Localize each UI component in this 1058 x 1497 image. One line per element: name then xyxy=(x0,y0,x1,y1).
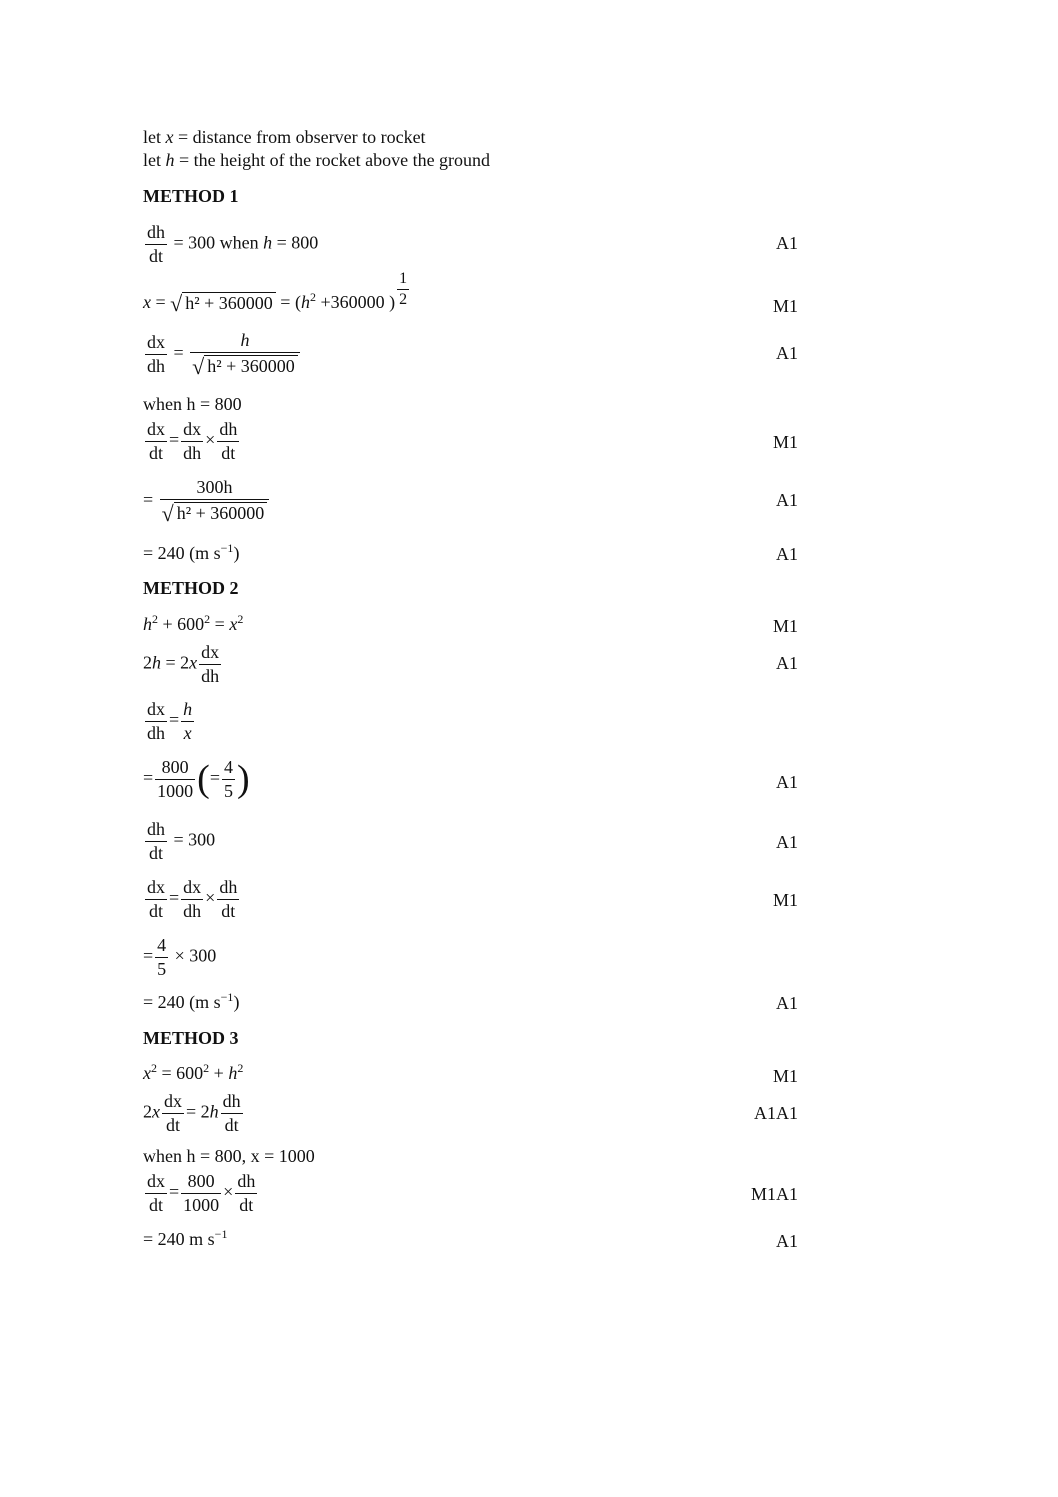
intro-text: = distance from observer to rocket xyxy=(173,127,426,147)
m2-step-2 xyxy=(143,641,223,687)
numerator: 1 xyxy=(397,269,409,290)
result-text: = 240 (m s xyxy=(143,992,221,1012)
denominator xyxy=(190,353,300,380)
denominator: dt xyxy=(148,1194,163,1215)
m2-step-1: $h^2 + 600^2 = x^2$ xyxy=(143,612,244,634)
m3-step-2 xyxy=(143,1090,245,1136)
fraction xyxy=(145,221,167,267)
m3-result: = 240 m $s^{-1}$ xyxy=(143,1227,228,1249)
fraction xyxy=(181,1170,221,1216)
intro-text: let xyxy=(143,150,166,170)
fraction xyxy=(217,418,239,464)
m2-result: = 240 (m $s^{-1}$) xyxy=(143,990,240,1012)
denominator: dt xyxy=(148,442,163,463)
mark: A1 xyxy=(776,772,798,792)
fraction xyxy=(162,1090,184,1136)
var-h: h xyxy=(165,150,175,170)
numerator: dh xyxy=(145,221,167,245)
result-text: = 240 (m s xyxy=(143,543,221,563)
denominator: 5 xyxy=(223,780,233,801)
numerator: dh xyxy=(217,418,239,442)
numerator: dx xyxy=(145,1170,167,1194)
mark: A1 xyxy=(776,490,798,510)
method1-heading: METHOD 1 xyxy=(143,186,239,206)
fraction xyxy=(145,1170,167,1216)
mark: M1 xyxy=(772,1066,798,1086)
fraction xyxy=(217,876,239,922)
mark: A1 xyxy=(776,993,798,1013)
mark: M1 xyxy=(772,890,798,910)
fraction xyxy=(181,698,194,744)
fraction xyxy=(145,876,167,922)
equation-text: 2x xyxy=(143,1101,160,1122)
equation-text: = xyxy=(143,489,154,510)
mark: A1 xyxy=(776,544,798,564)
denominator: 1000 xyxy=(157,780,194,801)
m2-step-5 xyxy=(143,818,215,864)
m1-result: = 240 (m $s^{-1}$) xyxy=(143,541,240,563)
fraction xyxy=(190,329,300,380)
exponent-fraction xyxy=(397,269,409,311)
numerator: dx xyxy=(181,418,203,442)
denominator: dh xyxy=(201,665,220,686)
mark: A1 xyxy=(776,343,798,363)
denominator: 1000 xyxy=(183,1194,220,1215)
denominator: dh xyxy=(147,356,165,376)
m1-step-2 xyxy=(143,270,411,325)
radicand: h² + 360000 xyxy=(174,502,268,523)
method3-heading: METHOD 3 xyxy=(143,1028,239,1048)
denominator: dt xyxy=(221,900,236,921)
numerator: dx xyxy=(145,418,167,442)
equation-text: 2h = 2x xyxy=(143,652,198,673)
numerator: dx xyxy=(145,876,167,900)
numerator: dx xyxy=(145,331,167,355)
mark: M1 xyxy=(772,616,798,636)
denominator: 2 xyxy=(399,291,408,309)
numerator: dh xyxy=(235,1170,257,1194)
fraction xyxy=(155,756,195,802)
mark: M1 xyxy=(772,432,798,452)
intro-line-2 xyxy=(143,151,490,169)
numerator: 800 xyxy=(181,1170,221,1194)
numerator: 4 xyxy=(155,934,168,958)
m1-step-4: $\frac{dx}{dt}$ = $\frac{dx}{dh}$ × $\frac{dh}{dt}$ xyxy=(147,419,238,463)
numerator: dx xyxy=(181,876,203,900)
numerator: h xyxy=(190,329,300,353)
m2-step-6: $\frac{dx}{dt}$ = $\frac{dx}{dh}$ × $\frac{dh}{dt}$ xyxy=(147,877,238,921)
mark: A1 xyxy=(776,1231,798,1251)
denominator: dt xyxy=(148,245,163,266)
intro-line-1 xyxy=(143,128,426,146)
mark: A1 xyxy=(776,233,798,253)
denominator: dh xyxy=(147,722,165,743)
numerator: dx xyxy=(162,1090,184,1114)
denominator xyxy=(160,500,270,527)
denominator: dt xyxy=(239,1194,254,1215)
intro-text: let xyxy=(143,127,166,147)
equation-text: = 300 xyxy=(169,829,216,850)
denominator: 5 xyxy=(157,958,167,979)
fraction xyxy=(145,698,167,744)
result-text: = 240 m s xyxy=(143,1229,215,1249)
equation-text: x = xyxy=(143,292,171,313)
fraction xyxy=(222,756,235,802)
equation-text: × 300 xyxy=(170,945,217,966)
denominator: dt xyxy=(148,900,163,921)
m2-step-4: = $\frac{800}{1000}$ (= $\frac{4}{5}$ ) xyxy=(143,757,250,801)
numerator: 800 xyxy=(155,756,195,780)
equation-text: = 300 when h = 800 xyxy=(173,232,319,253)
fraction xyxy=(145,818,167,864)
m3-step-3: $\frac{dx}{dt}$ = $\frac{800}{1000}$ × $\frac{dh}{dt}$ xyxy=(147,1171,256,1215)
fraction xyxy=(145,418,167,464)
equation-text: = xyxy=(143,945,154,966)
mark: M1 xyxy=(772,296,798,316)
m2-step-7 xyxy=(143,934,216,980)
fraction xyxy=(160,476,270,527)
square-root: √ h² + 360000 xyxy=(162,501,268,526)
fraction xyxy=(181,418,203,464)
equation-text: = xyxy=(209,767,220,788)
m1-step-1 xyxy=(143,221,318,267)
mark: A1 xyxy=(776,832,798,852)
m2-step-3: $\frac{dx}{dh}$ = $\frac{h}{x}$ xyxy=(147,699,193,743)
fraction xyxy=(235,1170,257,1216)
m1-step-5 xyxy=(143,476,271,527)
fraction xyxy=(145,331,167,377)
square-root: √ h² + 360000 xyxy=(170,293,276,315)
numerator: h xyxy=(181,698,194,722)
equation-text: = ($h^2 +360000$ ) xyxy=(280,290,396,313)
equation-text: = xyxy=(173,342,184,363)
radicand: h² + 360000 xyxy=(204,355,298,376)
radicand: h² + 360000 xyxy=(182,292,276,313)
denominator: dt xyxy=(224,1114,239,1135)
var-x: x xyxy=(165,127,174,147)
fraction xyxy=(155,934,168,980)
denominator: dt xyxy=(165,1114,180,1135)
denominator: dt xyxy=(148,842,163,863)
fraction xyxy=(181,876,203,922)
mark: A1A1 xyxy=(754,1103,798,1123)
mark: A1 xyxy=(776,653,798,673)
mark: M1A1 xyxy=(750,1184,798,1204)
m1-when: when h = 800 xyxy=(143,394,242,414)
numerator: dh xyxy=(145,818,167,842)
denominator: dh xyxy=(183,900,202,921)
numerator: 300h xyxy=(160,476,270,500)
m1-step-3 xyxy=(143,329,302,380)
numerator: 4 xyxy=(222,756,235,780)
fraction xyxy=(199,641,221,687)
denominator: x xyxy=(183,722,192,743)
intro-text: = the height of the rocket above the ground xyxy=(174,150,491,170)
numerator: dx xyxy=(145,698,167,722)
square-root: √ h² + 360000 xyxy=(192,354,298,379)
denominator: dt xyxy=(221,442,236,463)
numerator: dh xyxy=(217,876,239,900)
numerator: dx xyxy=(199,641,221,665)
numerator: dh xyxy=(221,1090,243,1114)
equation-text: = 2h xyxy=(186,1101,219,1122)
m3-step-1: $x^2 = 600^2 + h^2$ xyxy=(143,1061,244,1083)
equation-text: = xyxy=(143,767,154,788)
denominator: dh xyxy=(183,442,202,463)
method2-heading: METHOD 2 xyxy=(143,578,239,598)
fraction xyxy=(221,1090,243,1136)
m3-when: when h = 800, x = 1000 xyxy=(143,1146,315,1166)
